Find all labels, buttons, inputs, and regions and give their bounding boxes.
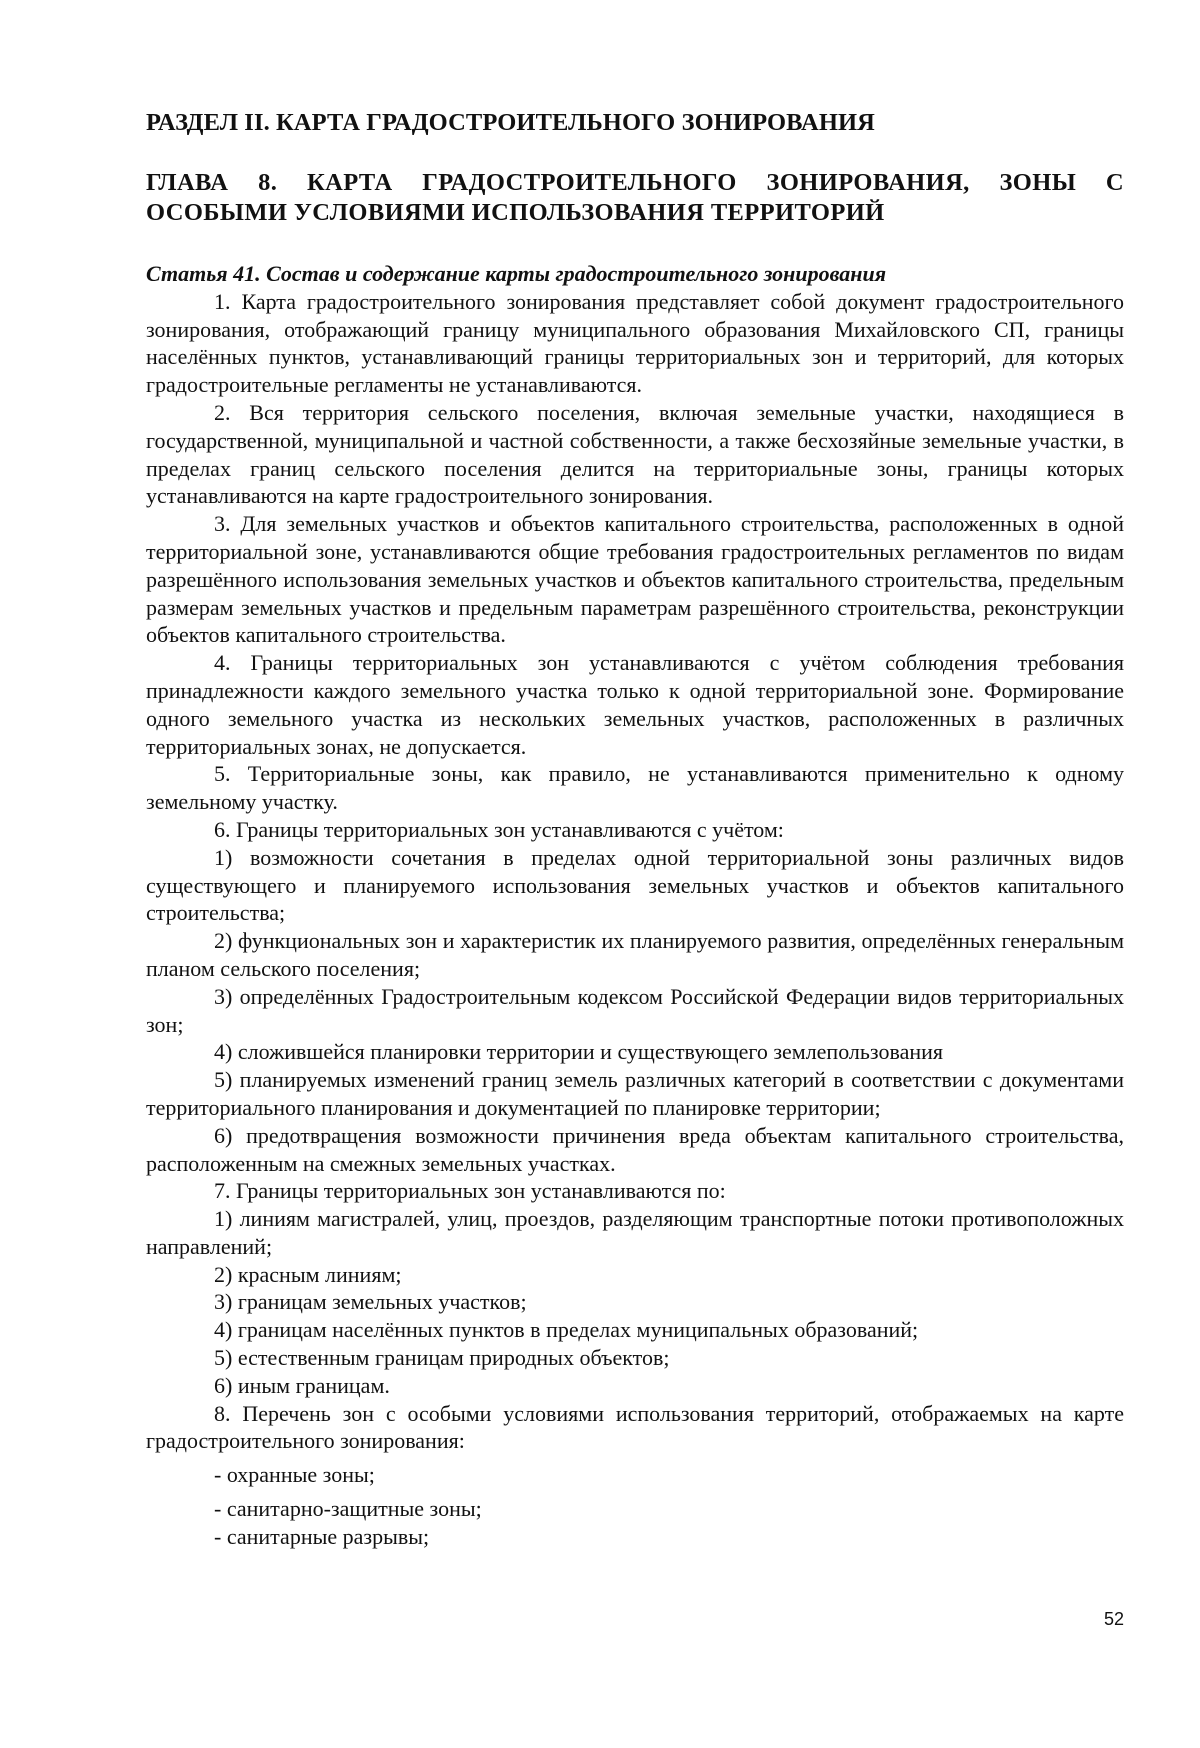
section-title: РАЗДЕЛ II. КАРТА ГРАДОСТРОИТЕЛЬНОГО ЗОНИРОВАНИЯ	[146, 109, 875, 136]
article-body	[146, 288, 1124, 1551]
dash-list-item: - охранные зоны;	[214, 1462, 375, 1488]
dash-list-item: - санитарно-защитные зоны;	[214, 1496, 482, 1522]
paragraph: 5. Территориальные зоны, как правило, не устанавливаются применительно к одному земельному участку.	[146, 761, 1124, 815]
paragraph: 2. Вся территория сельского поселения, включая земельные участки, находящиеся в государственной, муниципальной и частной собственности, а также бесхозяйные земельные участки, в пределах границ сельского поселения делится на территориальные зоны, границы которых устанавливаются на карте градостроительного зонирования.	[146, 399, 1124, 509]
list-item: 6) иным границам.	[214, 1372, 390, 1398]
list-item: 3) определённых Градостроительным кодексом Российской Федерации видов территориальных зон;	[146, 983, 1124, 1037]
list-item: 1) возможности сочетания в пределах одной территориальной зоны различных видов существующего и планируемого использования земельных участков и объектов капитального строительства;	[146, 844, 1124, 926]
list-item: 6) предотвращения возможности причинения вреда объектам капитального строительства, расположенным на смежных земельных участках.	[146, 1122, 1124, 1176]
list-item: 2) красным линиям;	[214, 1261, 402, 1287]
list-item: 4) сложившейся планировки территории и существующего землепользования	[214, 1039, 944, 1065]
list-item: 5) планируемых изменений границ земель различных категорий в соответствии с документами территориального планирования и документацией по планировке территории;	[146, 1067, 1124, 1120]
chapter-title: ГЛАВА 8. КАРТА ГРАДОСТРОИТЕЛЬНОГО ЗОНИРОВАНИЯ, ЗОНЫ С ОСОБЫМИ УСЛОВИЯМИ ИСПОЛЬЗОВАНИЯ ТЕРРИТОРИЙ	[146, 169, 1124, 226]
document-page	[146, 108, 1124, 1551]
paragraph: 8. Перечень зон с особыми условиями использования территорий, отображаемых на карте градостроительного зонирования:	[146, 1400, 1124, 1454]
article-title: Статья 41. Состав и содержание карты градостроительного зонирования	[146, 261, 887, 286]
list-item: 5) естественным границам природных объектов;	[214, 1345, 670, 1371]
paragraph: 6. Границы территориальных зон устанавливаются с учётом:	[214, 816, 784, 842]
paragraph: 1. Карта градостроительного зонирования представляет собой документ градостроительного зонирования, отображающий границу муниципального образования Михайловского СП, границы населённых пунктов, устанавливающий границы территориальных зон и территорий, для которых градостроительные регламенты не устанавливаются.	[146, 288, 1124, 398]
list-item: 4) границам населённых пунктов в пределах муниципальных образований;	[214, 1317, 919, 1343]
list-item: 1) линиям магистралей, улиц, проездов, разделяющим транспортные потоки противоположных направлений;	[146, 1206, 1124, 1259]
dash-list-item: - санитарные разрывы;	[214, 1523, 430, 1549]
list-item: 3) границам земельных участков;	[214, 1289, 527, 1315]
paragraph: 7. Границы территориальных зон устанавливаются по:	[214, 1178, 726, 1204]
list-item: 2) функциональных зон и характеристик их планируемого развития, определённых генеральным планом сельского поселения;	[146, 928, 1124, 981]
paragraph: 4. Границы территориальных зон устанавливаются с учётом соблюдения требования принадлежности каждого земельного участка только к одной территориальной зоне. Формирование одного земельного участка из нескольких земельных участков, расположенных в различных территориальных зонах, не допускается.	[146, 650, 1124, 759]
page-number: 52	[1103, 1609, 1124, 1629]
paragraph: 3. Для земельных участков и объектов капитального строительства, расположенных в одной территориальной зоне, устанавливаются общие требования градостроительных регламентов по видам разрешённого использования земельных участков и объектов капитального строительства, предельным размерам земельных участков и предельным параметрам разрешённого строительства, реконструкции объектов капитального строительства.	[146, 511, 1124, 648]
